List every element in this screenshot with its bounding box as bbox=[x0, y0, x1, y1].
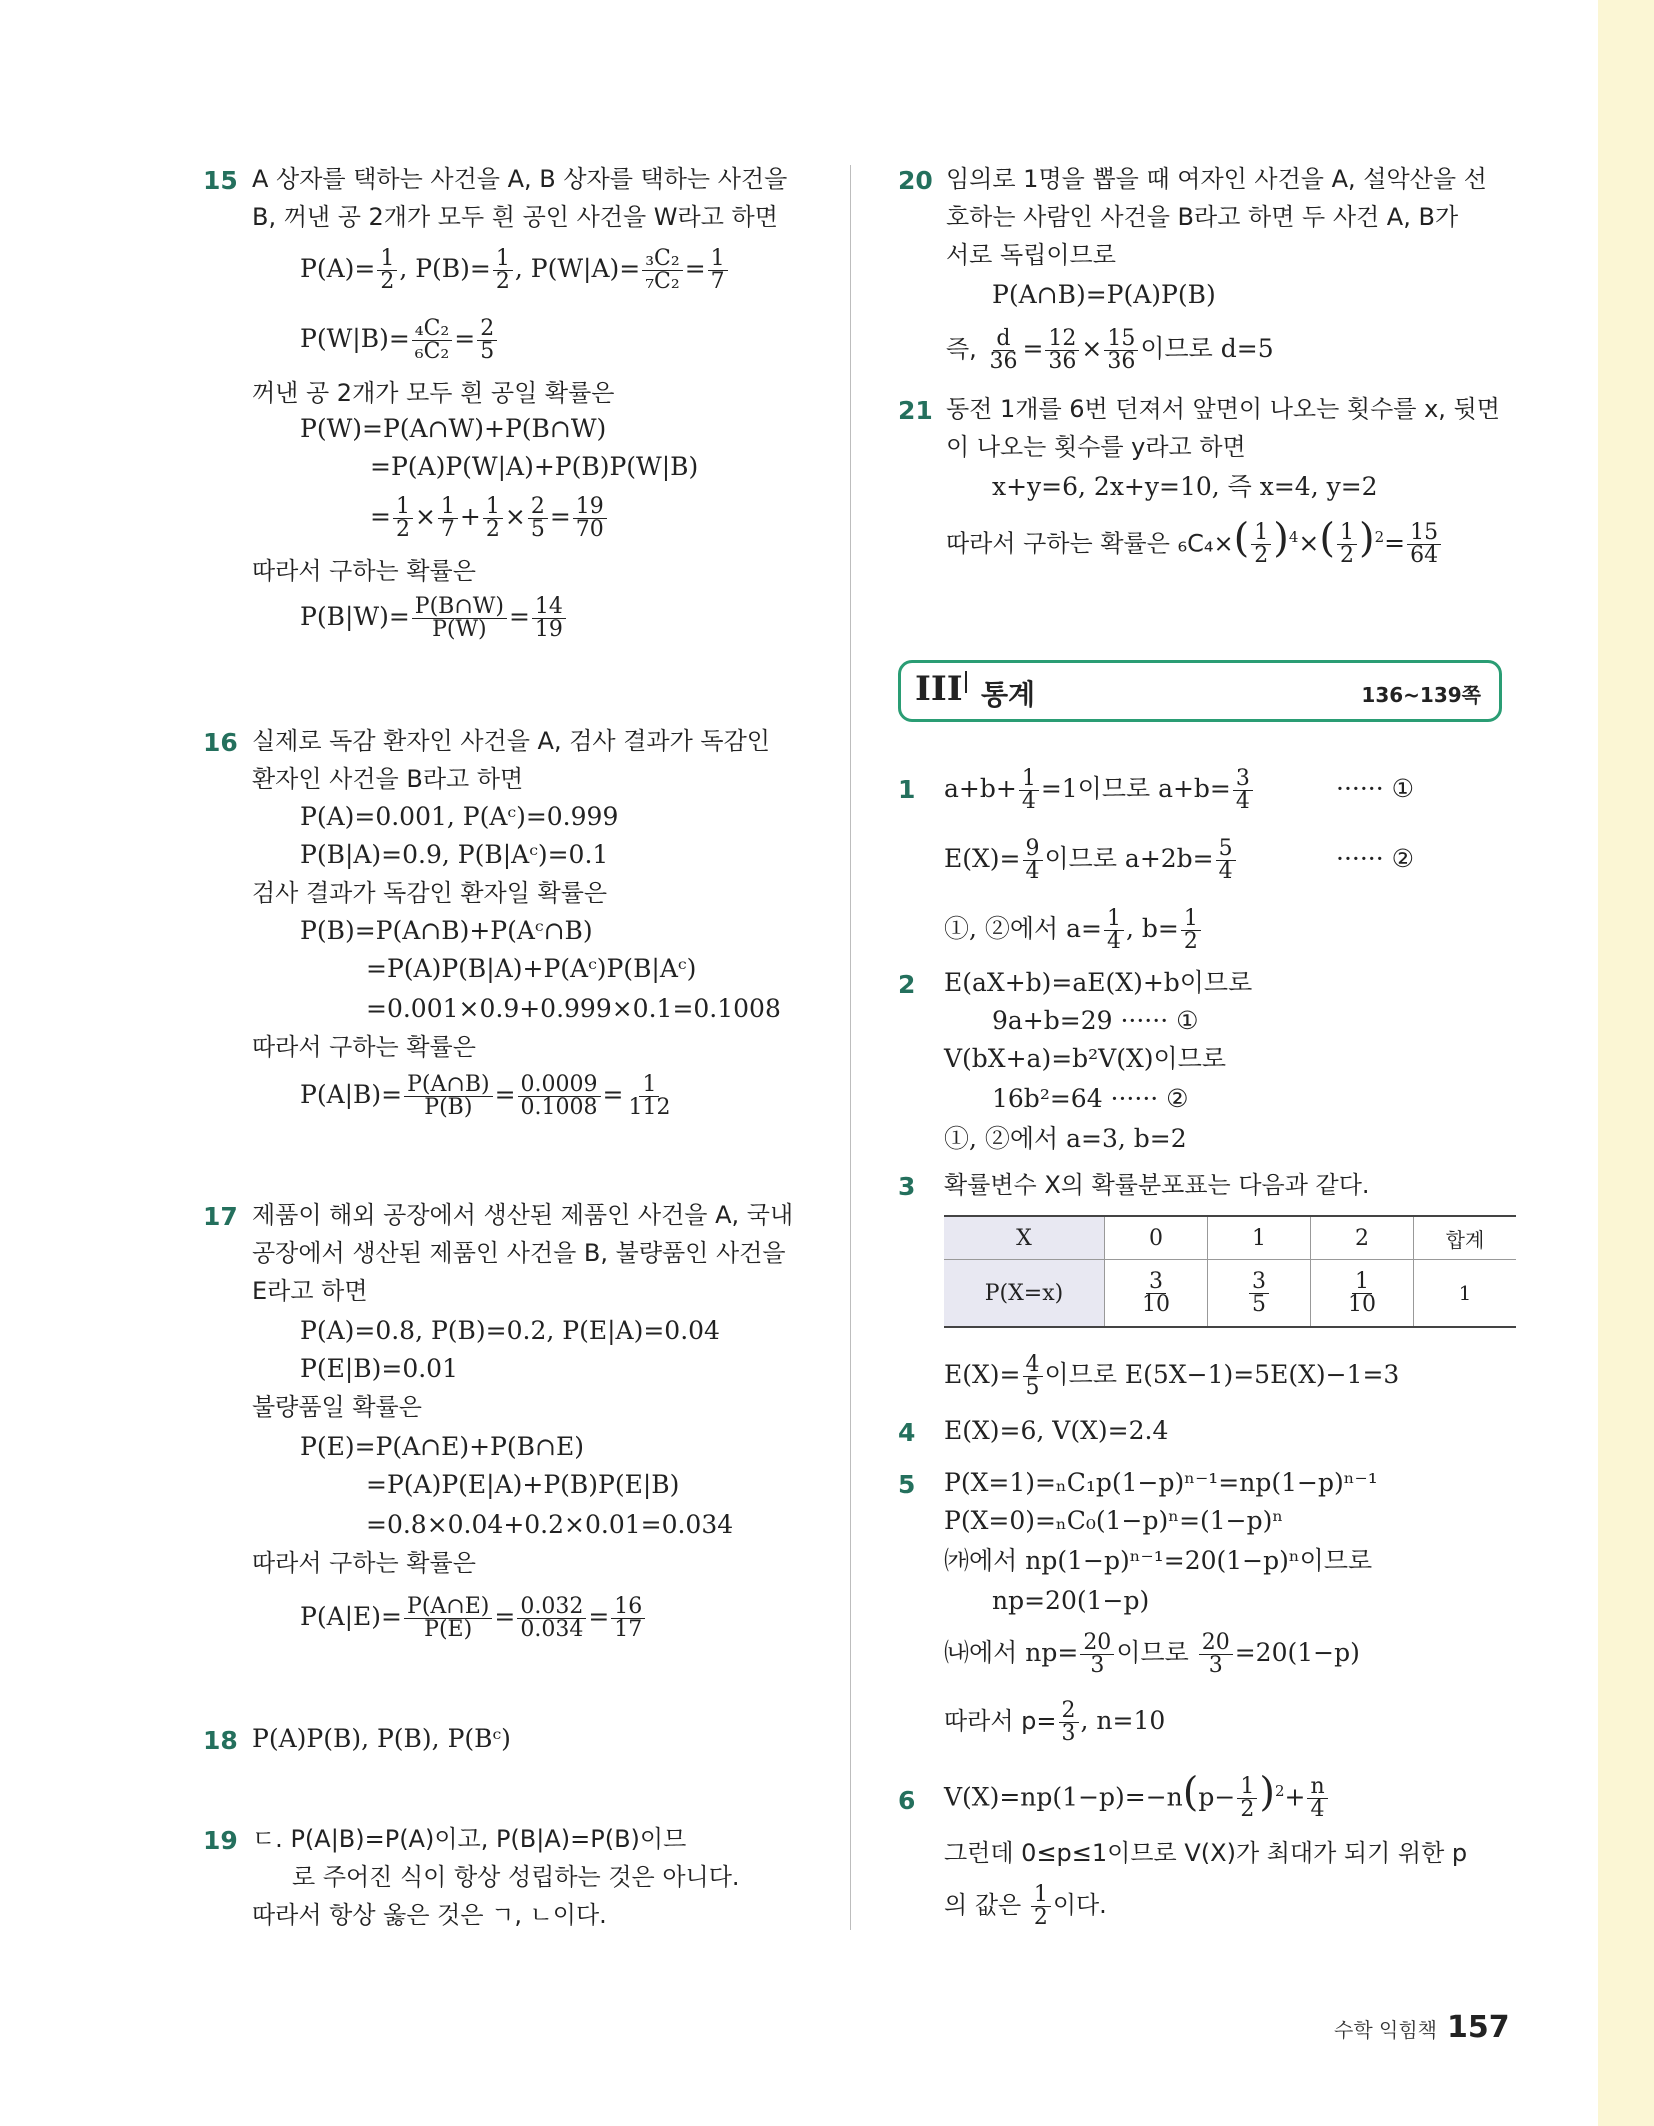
problem-number: 20 bbox=[898, 166, 933, 195]
problem-number: 15 bbox=[203, 166, 238, 195]
table-cell: $\frac{1}{10}$ bbox=[1311, 1260, 1414, 1328]
equation: a+b+ $\frac{1}{4}$ =1이므로 a+b= $\frac{3}{4}$ bbox=[944, 768, 1255, 813]
equation: =P(A)P(E|A)+P(B)P(E|B) bbox=[366, 1470, 680, 1499]
column-divider bbox=[850, 165, 851, 1930]
equation: P(A|B)= $\frac{P(A\cap B)}{P(B)}$ = $\frac{0.0009}{0.1008}$ = $\frac{1}{112}$ bbox=[300, 1072, 671, 1120]
problem-text: B, 꺼낸 공 2개가 모두 흰 공인 사건을 W라고 하면 bbox=[252, 203, 778, 231]
problem-text: 그런데 0≤p≤1이므로 V(X)가 최대가 되기 위한 p bbox=[944, 1839, 1468, 1867]
equation: P(A|E)= $\frac{P(A\cap E)}{P(E)}$ = $\frac{0.032}{0.034}$ = $\frac{16}{17}$ bbox=[300, 1596, 647, 1641]
problem-text: 따라서 구하는 확률은 bbox=[252, 1033, 476, 1061]
problem-number: 2 bbox=[898, 970, 916, 999]
equation: ①, ②에서 a=3, b=2 bbox=[944, 1124, 1187, 1153]
problem-text: 로 주어진 식이 항상 성립하는 것은 아니다. bbox=[292, 1863, 740, 1891]
problem-text: 동전 1개를 6번 던져서 앞면이 나오는 횟수를 x, 뒷면 bbox=[946, 395, 1500, 423]
table-row bbox=[944, 1260, 1516, 1328]
page-number: 157 bbox=[1446, 2010, 1510, 2045]
problem-number: 18 bbox=[203, 1726, 238, 1755]
problem-text: 공장에서 생산된 제품인 사건을 B, 불량품인 사건을 bbox=[252, 1239, 786, 1267]
problem-text: 따라서 구하는 확률은 bbox=[252, 1549, 476, 1577]
problem-text: 제품이 해외 공장에서 생산된 제품인 사건을 A, 국내 bbox=[252, 1201, 794, 1229]
problem-number: 17 bbox=[203, 1202, 238, 1231]
problem-number: 4 bbox=[898, 1418, 916, 1447]
problem-text: 서로 독립이므로 bbox=[946, 241, 1116, 269]
equation: =P(A)P(W|A)+P(B)P(W|B) bbox=[370, 452, 699, 481]
problem-text: 따라서 항상 옳은 것은 ㄱ, ㄴ이다. bbox=[252, 1901, 607, 1929]
table-cell: 1 bbox=[1414, 1260, 1517, 1328]
equation: P(A)=0.001, P(Aᶜ)=0.999 bbox=[300, 802, 619, 831]
problem-text: ㄷ. P(A|B)=P(A)이고, P(B|A)=P(B)이므 bbox=[252, 1825, 687, 1853]
equation: =0.001×0.9+0.999×0.1=0.1008 bbox=[366, 994, 781, 1023]
table-cell: $\frac{3}{10}$ bbox=[1105, 1260, 1208, 1328]
section-header bbox=[898, 660, 1502, 722]
equation: P(W|B)= $\frac{\text{₄C₂}}{\text{₆C₂}}$ = $\frac{2}{5}$ bbox=[300, 318, 499, 363]
table-header-cell: 0 bbox=[1105, 1216, 1208, 1260]
equation: 16b²=64 ······ ② bbox=[992, 1084, 1189, 1113]
equation: V(X)=np(1−p)=−n(p− $\frac{1}{2}$ )$^2$+ $\frac{n}{4}$ bbox=[944, 1776, 1330, 1821]
equation: =P(A)P(B|A)+P(Aᶜ)P(B|Aᶜ) bbox=[366, 954, 697, 983]
section-roman: III bbox=[915, 669, 963, 709]
equation: ㈎에서 np(1−p)ⁿ⁻¹=20(1−p)ⁿ이므로 bbox=[944, 1546, 1373, 1575]
table-cell: P(X=x) bbox=[944, 1260, 1105, 1328]
problem-number: 16 bbox=[203, 728, 238, 757]
problem-text: 임의로 1명을 뽑을 때 여자인 사건을 A, 설악산을 선 bbox=[946, 165, 1487, 193]
book-title: 수학 익힘책 bbox=[1334, 2018, 1437, 2042]
table-header-cell: 1 bbox=[1208, 1216, 1311, 1260]
equation: ㈏에서 np= $\frac{20}{3}$ 이므로 $\frac{20}{3}$ =20(1−p) bbox=[944, 1630, 1360, 1678]
problem-text: 호하는 사람인 사건을 B라고 하면 두 사건 A, B가 bbox=[946, 203, 1459, 231]
table-header-cell: X bbox=[944, 1216, 1105, 1260]
equation: V(bX+a)=b²V(X)이므로 bbox=[944, 1044, 1226, 1073]
equation: P(X=1)=ₙC₁p(1−p)ⁿ⁻¹=np(1−p)ⁿ⁻¹ bbox=[944, 1468, 1378, 1497]
equation: E(aX+b)=aE(X)+b이므로 bbox=[944, 968, 1253, 997]
equation: 의 값은 $\frac{1}{2}$ 이다. bbox=[944, 1882, 1107, 1930]
equation: P(B|A)=0.9, P(B|Aᶜ)=0.1 bbox=[300, 840, 609, 869]
equation: P(A)P(B), P(B), P(Bᶜ) bbox=[252, 1724, 511, 1753]
equation: =0.8×0.04+0.2×0.01=0.034 bbox=[366, 1510, 734, 1539]
problem-text: 환자인 사건을 B라고 하면 bbox=[252, 765, 524, 793]
equation: P(A)=0.8, P(B)=0.2, P(E|A)=0.04 bbox=[300, 1316, 720, 1345]
table-header-cell: 2 bbox=[1311, 1216, 1414, 1260]
equation: P(E)=P(A∩E)+P(B∩E) bbox=[300, 1432, 584, 1461]
table-cell: $\frac{3}{5}$ bbox=[1208, 1260, 1311, 1328]
problem-number: 3 bbox=[898, 1172, 916, 1201]
problem-number: 5 bbox=[898, 1470, 916, 1499]
equation: 9a+b=29 ······ ① bbox=[992, 1006, 1199, 1035]
equation: P(B)=P(A∩B)+P(Aᶜ∩B) bbox=[300, 916, 593, 945]
equation: P(X=0)=ₙC₀(1−p)ⁿ=(1−p)ⁿ bbox=[944, 1506, 1284, 1535]
problem-text: 검사 결과가 독감인 환자일 확률은 bbox=[252, 879, 608, 907]
equation: E(X)= $\frac{4}{5}$ 이므로 E(5X−1)=5E(X)−1=3 bbox=[944, 1352, 1400, 1400]
table-header-row bbox=[944, 1216, 1516, 1260]
equation: 따라서 구하는 확률은 ₆C₄×( $\frac{1}{2}$ )$^4$×( $\frac{1}{2}$ )$^2$= $\frac{15}{64}$ bbox=[946, 522, 1443, 567]
equation: 즉, $\frac{d}{36}$ = $\frac{12}{36}$ × $\frac{15}{36}$ 이므로 d=5 bbox=[946, 326, 1274, 374]
problem-text: 불량품일 확률은 bbox=[252, 1393, 422, 1421]
equation: E(X)=6, V(X)=2.4 bbox=[944, 1416, 1169, 1445]
section-title: 통계 bbox=[981, 678, 1036, 711]
margin-strip bbox=[1598, 0, 1654, 2126]
page-footer bbox=[1334, 2010, 1510, 2045]
equation: x+y=6, 2x+y=10, 즉 x=4, y=2 bbox=[992, 472, 1378, 501]
equation: = $\frac{1}{2}$ × $\frac{1}{7}$ + $\frac{1}{2}$ × $\frac{2}{5}$ = $\frac{19}{70}$ bbox=[370, 496, 609, 541]
problem-text: 따라서 구하는 확률은 bbox=[252, 557, 476, 585]
equation: P(B|W)= $\frac{P(B\cap W)}{P(W)}$ = $\frac{14}{19}$ bbox=[300, 596, 568, 641]
equation-tag: ······ ② bbox=[1336, 844, 1415, 873]
problem-number: 21 bbox=[898, 396, 933, 425]
table-header-cell: 합계 bbox=[1414, 1216, 1517, 1260]
problem-text: 꺼낸 공 2개가 모두 흰 공일 확률은 bbox=[252, 379, 615, 407]
equation: np=20(1−p) bbox=[992, 1586, 1150, 1615]
equation: P(A∩B)=P(A)P(B) bbox=[992, 280, 1216, 309]
equation: 따라서 p= $\frac{2}{3}$ , n=10 bbox=[944, 1698, 1166, 1746]
section-pages: 136~139쪽 bbox=[1361, 683, 1481, 707]
equation: ①, ②에서 a= $\frac{1}{4}$ , b= $\frac{1}{2}$ bbox=[944, 908, 1203, 953]
equation-tag: ······ ① bbox=[1336, 774, 1415, 803]
problem-number: 1 bbox=[898, 775, 916, 804]
problem-number: 19 bbox=[203, 1826, 238, 1855]
problem-number: 6 bbox=[898, 1786, 916, 1815]
probability-distribution-table bbox=[944, 1215, 1516, 1328]
problem-text: 확률변수 X의 확률분포표는 다음과 같다. bbox=[944, 1171, 1370, 1199]
equation: P(E|B)=0.01 bbox=[300, 1354, 458, 1383]
problem-text: A 상자를 택하는 사건을 A, B 상자를 택하는 사건을 bbox=[252, 165, 788, 193]
problem-text: E라고 하면 bbox=[252, 1277, 368, 1305]
section-divider bbox=[965, 671, 967, 693]
problem-text: 실제로 독감 환자인 사건을 A, 검사 결과가 독감인 bbox=[252, 727, 770, 755]
problem-text: 이 나오는 횟수를 y라고 하면 bbox=[946, 433, 1246, 461]
equation: P(W)=P(A∩W)+P(B∩W) bbox=[300, 414, 607, 443]
equation: E(X)= $\frac{9}{4}$ 이므로 a+2b= $\frac{5}{4}$ bbox=[944, 838, 1238, 883]
equation: P(A)= $\frac{1}{2}$ , P(B)= $\frac{1}{2}$ , P(W|A)= $\frac{\text{₃C₂}}{\text{₇C₂}}$ = $\frac{1}{7}$ bbox=[300, 248, 730, 293]
